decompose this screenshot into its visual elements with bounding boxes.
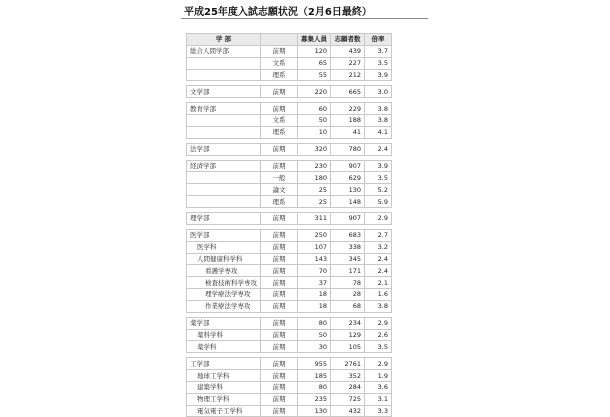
cell-capacity: 311 bbox=[298, 212, 331, 224]
table-row bbox=[187, 265, 392, 277]
cell-capacity: 55 bbox=[298, 69, 331, 81]
header-capacity: 募集人員 bbox=[298, 34, 331, 46]
cell-period: 前期 bbox=[261, 86, 298, 98]
cell-capacity: 60 bbox=[298, 103, 331, 115]
cell-applicants: 780 bbox=[331, 143, 365, 155]
cell-capacity: 18 bbox=[298, 289, 331, 301]
cell-faculty: 看護学専攻 bbox=[187, 265, 261, 277]
cell-faculty bbox=[187, 196, 261, 208]
cell-faculty: 建築学科 bbox=[187, 381, 261, 393]
cell-faculty: 医学科 bbox=[187, 241, 261, 253]
cell-ratio: 5.9 bbox=[365, 196, 392, 208]
table-row bbox=[187, 115, 392, 127]
cell-faculty: 工学部 bbox=[187, 358, 261, 370]
table-row bbox=[187, 172, 392, 184]
cell-period: 前期 bbox=[261, 241, 298, 253]
table-row bbox=[187, 126, 392, 138]
cell-applicants: 725 bbox=[331, 393, 365, 405]
table-row bbox=[187, 341, 392, 353]
cell-period: 前期 bbox=[261, 289, 298, 301]
cell-period: 一般 bbox=[261, 172, 298, 184]
cell-applicants: 432 bbox=[331, 405, 365, 417]
cell-faculty: 総合人間学部 bbox=[187, 45, 261, 57]
cell-applicants: 352 bbox=[331, 370, 365, 382]
table-row bbox=[187, 196, 392, 208]
cell-ratio: 2.4 bbox=[365, 253, 392, 265]
cell-faculty bbox=[187, 184, 261, 196]
cell-applicants: 907 bbox=[331, 160, 365, 172]
cell-ratio: 3.1 bbox=[365, 393, 392, 405]
table-row bbox=[187, 69, 392, 81]
cell-capacity: 120 bbox=[298, 45, 331, 57]
cell-period: 前期 bbox=[261, 317, 298, 329]
cell-ratio: 2.9 bbox=[365, 212, 392, 224]
cell-capacity: 230 bbox=[298, 160, 331, 172]
table-row bbox=[187, 358, 392, 370]
cell-period: 理系 bbox=[261, 196, 298, 208]
cell-applicants: 130 bbox=[331, 184, 365, 196]
cell-capacity: 70 bbox=[298, 265, 331, 277]
cell-capacity: 180 bbox=[298, 172, 331, 184]
cell-period: 前期 bbox=[261, 405, 298, 417]
cell-applicants: 171 bbox=[331, 265, 365, 277]
cell-period: 前期 bbox=[261, 212, 298, 224]
cell-faculty bbox=[187, 172, 261, 184]
cell-capacity: 30 bbox=[298, 341, 331, 353]
table-row bbox=[187, 405, 392, 417]
cell-faculty: 物理工学科 bbox=[187, 393, 261, 405]
cell-applicants: 665 bbox=[331, 86, 365, 98]
cell-period: 理系 bbox=[261, 69, 298, 81]
cell-capacity: 320 bbox=[298, 143, 331, 155]
table-row bbox=[187, 57, 392, 69]
cell-capacity: 10 bbox=[298, 126, 331, 138]
cell-ratio: 3.6 bbox=[365, 381, 392, 393]
cell-capacity: 107 bbox=[298, 241, 331, 253]
cell-capacity: 25 bbox=[298, 196, 331, 208]
cell-ratio: 4.1 bbox=[365, 126, 392, 138]
cell-faculty: 医学部 bbox=[187, 229, 261, 241]
table-row bbox=[187, 229, 392, 241]
cell-applicants: 148 bbox=[331, 196, 365, 208]
table-row bbox=[187, 103, 392, 115]
cell-period: 前期 bbox=[261, 341, 298, 353]
cell-capacity: 37 bbox=[298, 277, 331, 289]
cell-faculty: 薬学科 bbox=[187, 341, 261, 353]
cell-period: 前期 bbox=[261, 277, 298, 289]
cell-ratio: 1.6 bbox=[365, 289, 392, 301]
cell-capacity: 18 bbox=[298, 300, 331, 312]
cell-ratio: 2.9 bbox=[365, 358, 392, 370]
cell-period: 前期 bbox=[261, 300, 298, 312]
table-row bbox=[187, 86, 392, 98]
cell-period: 文系 bbox=[261, 57, 298, 69]
cell-faculty: 理学療法学専攻 bbox=[187, 289, 261, 301]
table-row bbox=[187, 289, 392, 301]
table-row bbox=[187, 241, 392, 253]
cell-period: 前期 bbox=[261, 229, 298, 241]
cell-applicants: 229 bbox=[331, 103, 365, 115]
cell-applicants: 345 bbox=[331, 253, 365, 265]
cell-capacity: 80 bbox=[298, 317, 331, 329]
table-row bbox=[187, 370, 392, 382]
cell-ratio: 2.6 bbox=[365, 329, 392, 341]
cell-ratio: 3.8 bbox=[365, 115, 392, 127]
cell-applicants: 28 bbox=[331, 289, 365, 301]
cell-applicants: 78 bbox=[331, 277, 365, 289]
header-ratio: 倍率 bbox=[365, 34, 392, 46]
header-period bbox=[261, 34, 298, 46]
cell-faculty: 人間健康科学科 bbox=[187, 253, 261, 265]
cell-applicants: 338 bbox=[331, 241, 365, 253]
cell-ratio: 3.9 bbox=[365, 69, 392, 81]
table-row bbox=[187, 212, 392, 224]
header-applicants: 志願者数 bbox=[331, 34, 365, 46]
table-body bbox=[187, 45, 392, 417]
cell-faculty bbox=[187, 57, 261, 69]
table-row bbox=[187, 160, 392, 172]
table-row bbox=[187, 143, 392, 155]
table-row bbox=[187, 329, 392, 341]
table-row bbox=[187, 253, 392, 265]
cell-period: 理系 bbox=[261, 126, 298, 138]
cell-faculty: 地球工学科 bbox=[187, 370, 261, 382]
cell-applicants: 284 bbox=[331, 381, 365, 393]
cell-period: 前期 bbox=[261, 160, 298, 172]
cell-faculty: 薬科学科 bbox=[187, 329, 261, 341]
cell-period: 前期 bbox=[261, 253, 298, 265]
cell-applicants: 129 bbox=[331, 329, 365, 341]
cell-ratio: 2.1 bbox=[365, 277, 392, 289]
cell-period: 前期 bbox=[261, 370, 298, 382]
cell-period: 前期 bbox=[261, 358, 298, 370]
cell-ratio: 3.5 bbox=[365, 341, 392, 353]
cell-capacity: 25 bbox=[298, 184, 331, 196]
cell-period: 文系 bbox=[261, 115, 298, 127]
cell-period: 前期 bbox=[261, 393, 298, 405]
cell-ratio: 3.0 bbox=[365, 86, 392, 98]
table-header-row bbox=[187, 34, 392, 46]
cell-capacity: 143 bbox=[298, 253, 331, 265]
cell-faculty: 経済学部 bbox=[187, 160, 261, 172]
cell-ratio: 3.3 bbox=[365, 405, 392, 417]
cell-capacity: 220 bbox=[298, 86, 331, 98]
applicant-status-table bbox=[186, 33, 392, 417]
cell-ratio: 2.7 bbox=[365, 229, 392, 241]
cell-period: 論文 bbox=[261, 184, 298, 196]
cell-capacity: 185 bbox=[298, 370, 331, 382]
cell-ratio: 3.8 bbox=[365, 103, 392, 115]
cell-applicants: 2761 bbox=[331, 358, 365, 370]
cell-capacity: 65 bbox=[298, 57, 331, 69]
table-row bbox=[187, 381, 392, 393]
table-row bbox=[187, 277, 392, 289]
cell-ratio: 2.4 bbox=[365, 143, 392, 155]
cell-ratio: 3.5 bbox=[365, 172, 392, 184]
cell-applicants: 227 bbox=[331, 57, 365, 69]
cell-faculty: 法学部 bbox=[187, 143, 261, 155]
cell-period: 前期 bbox=[261, 265, 298, 277]
cell-applicants: 439 bbox=[331, 45, 365, 57]
cell-faculty: 薬学部 bbox=[187, 317, 261, 329]
table-row bbox=[187, 300, 392, 312]
cell-applicants: 105 bbox=[331, 341, 365, 353]
cell-faculty bbox=[187, 126, 261, 138]
cell-applicants: 212 bbox=[331, 69, 365, 81]
cell-applicants: 68 bbox=[331, 300, 365, 312]
cell-ratio: 1.9 bbox=[365, 370, 392, 382]
cell-capacity: 50 bbox=[298, 115, 331, 127]
cell-faculty bbox=[187, 115, 261, 127]
header-faculty: 学 部 bbox=[187, 34, 261, 46]
cell-faculty: 電気電子工学科 bbox=[187, 405, 261, 417]
table-row bbox=[187, 45, 392, 57]
cell-capacity: 50 bbox=[298, 329, 331, 341]
title-divider bbox=[181, 18, 428, 19]
cell-faculty: 教育学部 bbox=[187, 103, 261, 115]
cell-period: 前期 bbox=[261, 143, 298, 155]
cell-capacity: 955 bbox=[298, 358, 331, 370]
cell-faculty: 文学部 bbox=[187, 86, 261, 98]
cell-ratio: 5.2 bbox=[365, 184, 392, 196]
cell-faculty: 検査技術科学専攻 bbox=[187, 277, 261, 289]
cell-ratio: 3.5 bbox=[365, 57, 392, 69]
cell-capacity: 80 bbox=[298, 381, 331, 393]
table-row bbox=[187, 317, 392, 329]
cell-period: 前期 bbox=[261, 103, 298, 115]
cell-capacity: 250 bbox=[298, 229, 331, 241]
table-row bbox=[187, 184, 392, 196]
cell-faculty bbox=[187, 69, 261, 81]
cell-faculty: 作業療法学専攻 bbox=[187, 300, 261, 312]
cell-capacity: 235 bbox=[298, 393, 331, 405]
cell-applicants: 629 bbox=[331, 172, 365, 184]
table-row bbox=[187, 393, 392, 405]
cell-period: 前期 bbox=[261, 45, 298, 57]
cell-ratio: 3.2 bbox=[365, 241, 392, 253]
cell-applicants: 234 bbox=[331, 317, 365, 329]
cell-ratio: 2.9 bbox=[365, 317, 392, 329]
cell-period: 前期 bbox=[261, 381, 298, 393]
page-title: 平成25年度入試志願状況（2月6日最終） bbox=[184, 7, 372, 18]
cell-ratio: 3.8 bbox=[365, 300, 392, 312]
cell-applicants: 683 bbox=[331, 229, 365, 241]
cell-applicants: 41 bbox=[331, 126, 365, 138]
cell-ratio: 2.4 bbox=[365, 265, 392, 277]
cell-faculty: 理学部 bbox=[187, 212, 261, 224]
cell-capacity: 130 bbox=[298, 405, 331, 417]
cell-applicants: 188 bbox=[331, 115, 365, 127]
cell-ratio: 3.9 bbox=[365, 160, 392, 172]
cell-period: 前期 bbox=[261, 329, 298, 341]
cell-ratio: 3.7 bbox=[365, 45, 392, 57]
cell-applicants: 907 bbox=[331, 212, 365, 224]
